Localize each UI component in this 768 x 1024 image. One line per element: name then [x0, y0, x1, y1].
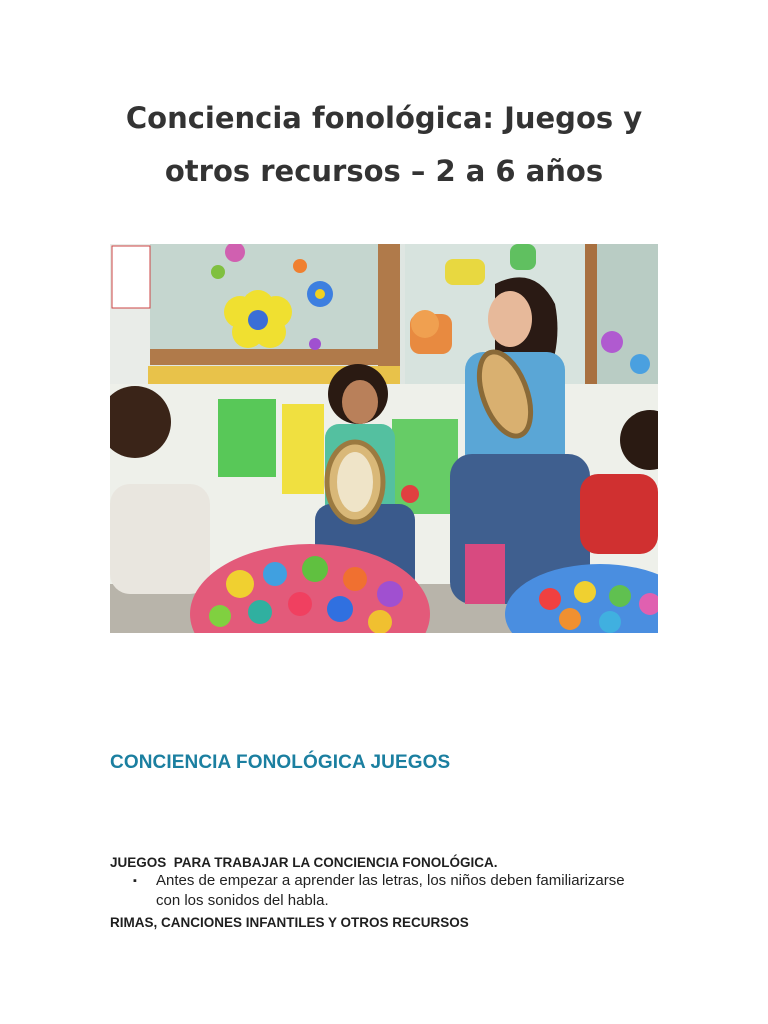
- subheading-line-1: JUEGOS PARA TRABAJAR LA CONCIENCIA FONOLÓGICA.: [110, 855, 498, 870]
- bullet-text-line-2: con los sonidos del habla.: [156, 892, 329, 909]
- classroom-music-photo-icon: [110, 244, 658, 633]
- bullet-text-line-1: Antes de empezar a aprender las letras, los niños deben familiarizarse: [156, 872, 625, 889]
- page-title: [90, 92, 678, 198]
- section-heading: CONCIENCIA FONOLÓGICA JUEGOS: [110, 752, 451, 773]
- square-bullet-icon: ▪: [133, 875, 137, 887]
- classroom-photo: [110, 244, 658, 633]
- list-item: [133, 871, 673, 911]
- title-line-2: otros recursos – 2 a 6 años: [164, 154, 604, 188]
- bullet-list: [133, 871, 673, 911]
- subheading-line-2: RIMAS, CANCIONES INFANTILES Y OTROS RECURSOS: [110, 915, 469, 930]
- title-line-1: Conciencia fonológica: Juegos y: [125, 101, 643, 135]
